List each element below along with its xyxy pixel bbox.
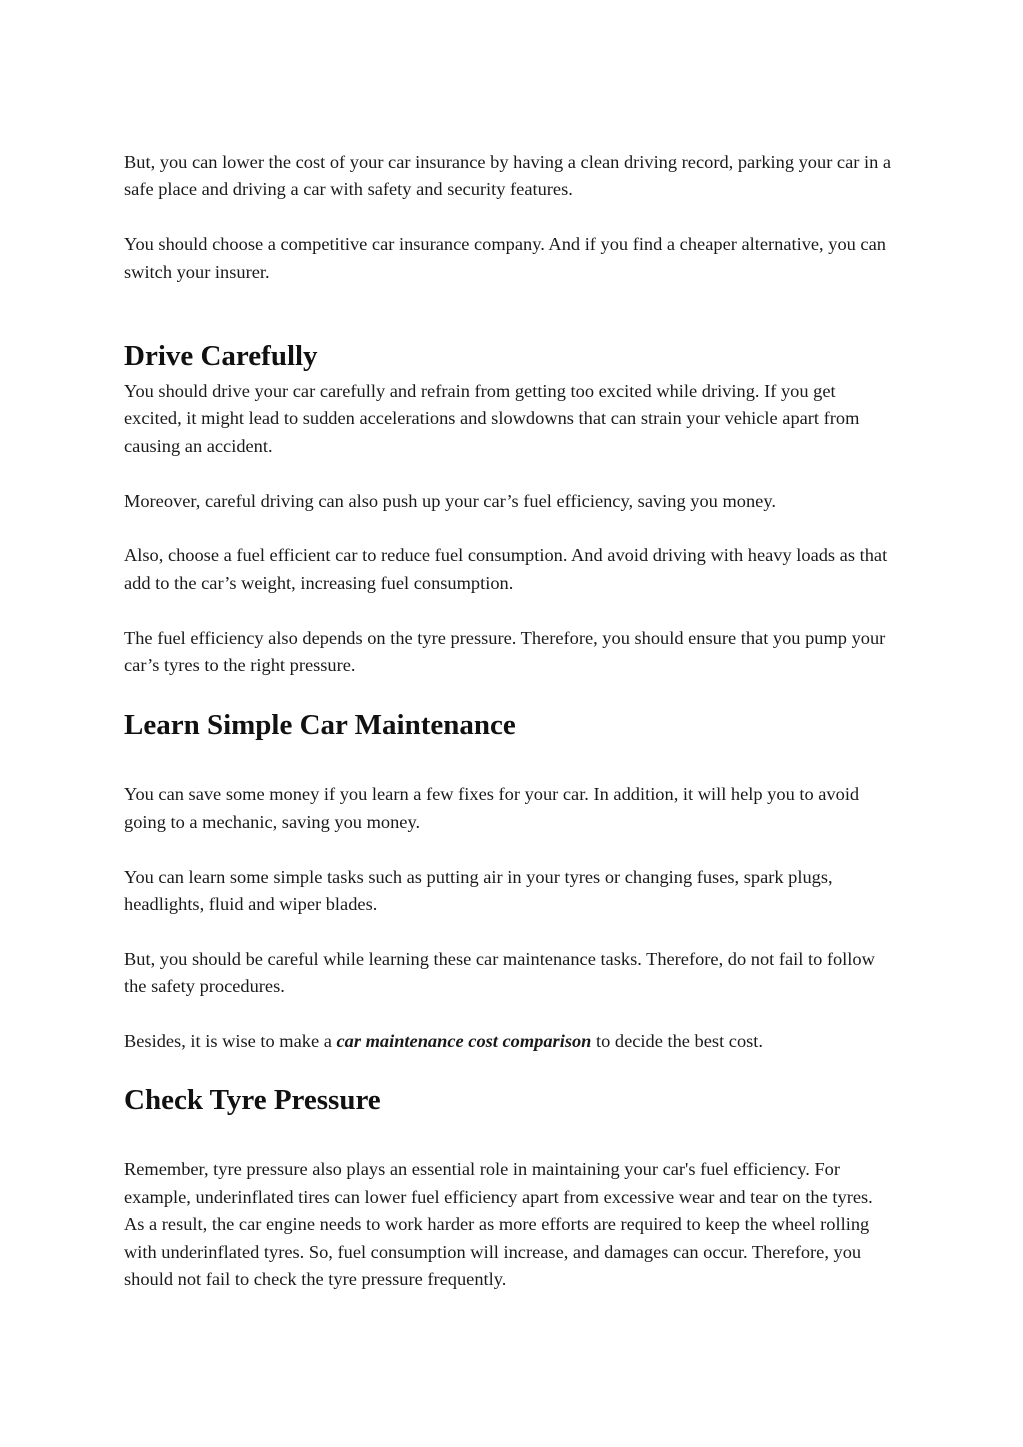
- document-page: [124, 149, 894, 1293]
- heading-drive-carefully: Drive Carefully: [124, 340, 318, 373]
- maintenance-paragraph-4: [124, 1028, 894, 1055]
- drive-paragraph-2: Moreover, careful driving can also push up your car’s fuel efficiency, saving you money.: [124, 490, 776, 511]
- drive-paragraph-1: You should drive your car carefully and refrain from getting too excited while driving. If you get excited, it might lead to sudden accelerations and slowdowns that can strain your vehicle apart from causing an accident.: [124, 381, 860, 456]
- maintenance-p4-before: Besides, it is wise to make a: [124, 1031, 337, 1052]
- intro-paragraph-2: You should choose a competitive car insurance company. And if you find a cheaper alternative, you can switch your insurer.: [124, 234, 886, 282]
- maintenance-paragraph-1: You can save some money if you learn a few fixes for your car. In addition, it will help you to avoid going to a mechanic, saving you money.: [124, 784, 860, 832]
- maintenance-paragraph-3: But, you should be careful while learning these car maintenance tasks. Therefore, do not fail to follow the safety procedures.: [124, 948, 875, 997]
- heading-check-tyre-pressure: Check Tyre Pressure: [124, 1084, 381, 1117]
- maintenance-p4-after: to decide the best cost.: [591, 1031, 764, 1052]
- drive-paragraph-4: The fuel efficiency also depends on the tyre pressure. Therefore, you should ensure that you pump your car’s tyres to the right pressure.: [124, 627, 886, 676]
- maintenance-paragraph-2: You can learn some simple tasks such as putting air in your tyres or changing fuses, spark plugs, headlights, fluid and wiper blades.: [124, 866, 833, 915]
- drive-paragraph-3: Also, choose a fuel efficient car to reduce fuel consumption. And avoid driving with heavy loads as that add to the car’s weight, increasing fuel consumption.: [124, 545, 888, 593]
- intro-paragraph-1: But, you can lower the cost of your car insurance by having a clean driving record, parking your car in a safe place and driving a car with safety and security features.: [124, 152, 892, 200]
- tyre-paragraph-1: Remember, tyre pressure also plays an essential role in maintaining your car's fuel efficiency. For example, underinflated tires can lower fuel efficiency apart from excessive wear and tear on the tyres. As a result, the car engine needs to work harder as more efforts are required to keep the wheel rolling with underinflated tyres. So, fuel consumption will increase, and damages can occur. Therefore, you should not fail to check the tyre pressure frequently.: [124, 1159, 873, 1290]
- heading-car-maintenance: Learn Simple Car Maintenance: [124, 709, 516, 742]
- cost-comparison-link[interactable]: car maintenance cost comparison: [336, 1031, 592, 1052]
